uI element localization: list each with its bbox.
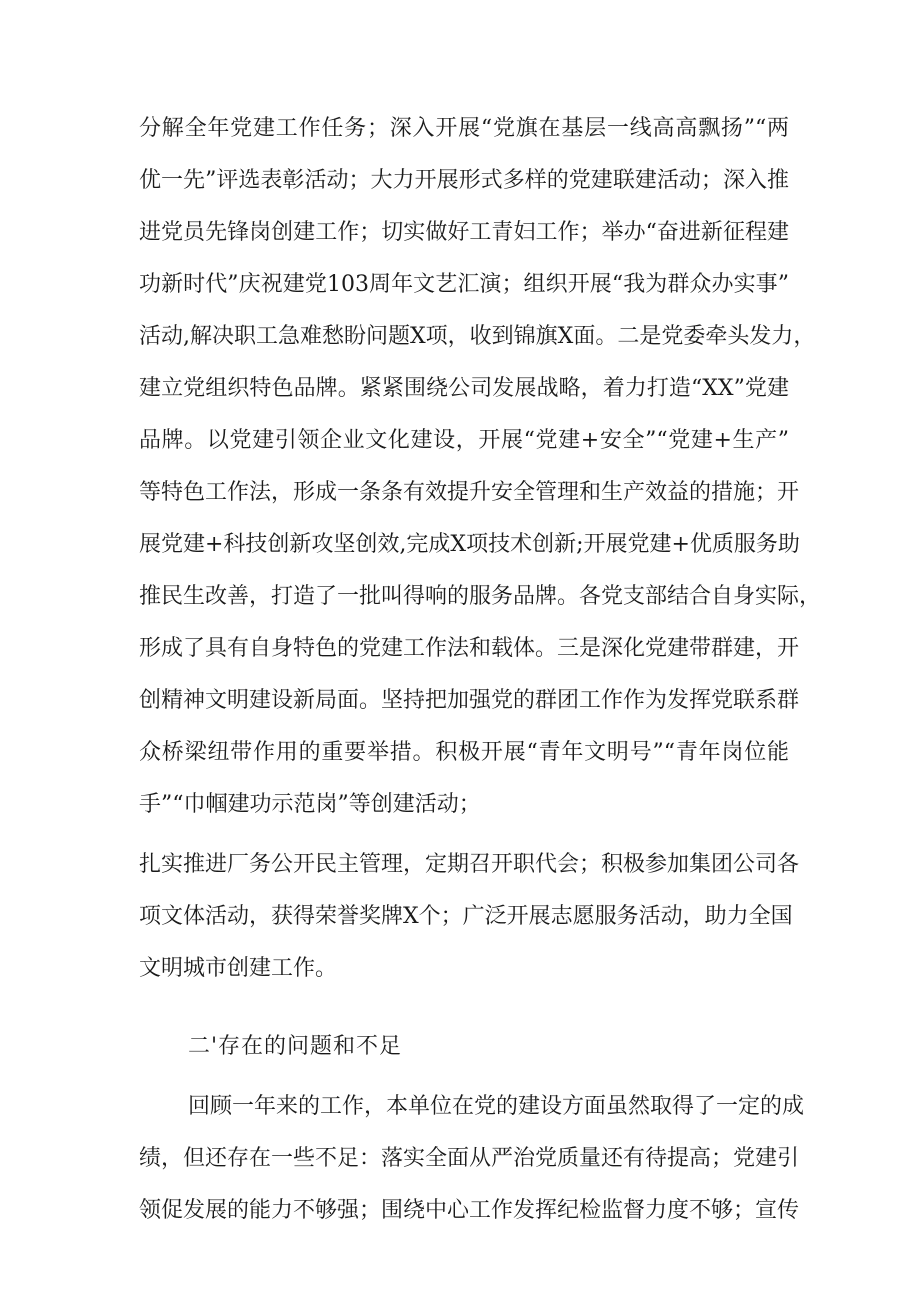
text-line: 优一先”评选表彰活动；大力开展形式多样的党建联建活动；深入推 [139,168,789,193]
text-line: 推民生改善，打造了一批叫得响的服务品牌。各党支部结合自身实际， [139,584,822,609]
text-line: 进党员先锋岗创建工作；切实做好工青妇工作；举办“奋进新征程建 [139,220,789,245]
text-line: 活动,解决职工急难愁盼问题X项，收到锦旗X面。二是党委牵头发力， [139,324,816,349]
text-line: 项文体活动，获得荣誉奖牌X个；广泛开展志愿服务活动，助力全国 [139,904,793,929]
text-line: 领促发展的能力不够强；围绕中心工作发挥纪检监督力度不够；宣传 [139,1198,800,1223]
text-line: 品牌。以党建引领企业文化建设，开展“党建+安全”“党建+生产” [139,428,789,453]
text-line: 手”“巾帼建功示范岗”等创建活动； [139,792,481,817]
text-line: 功新时代”庆祝建党103周年文艺汇演；组织开展“我为群众办实事” [139,272,789,297]
text-line: 等特色工作法，形成一条条有效提升安全管理和生产效益的措施；开 [139,480,800,505]
text-line: 建立党组织特色品牌。紧紧围绕公司发展战略，着力打造“XX”党建 [139,376,789,401]
text-line: 形成了具有自身特色的党建工作法和载体。三是深化党建带群建，开 [139,636,800,661]
text-line: 回顾一年来的工作，本单位在党的建设方面虽然取得了一定的成 [188,1094,805,1119]
text-line: 文明城市创建工作。 [139,956,338,981]
text-line: 分解全年党建工作任务；深入开展“党旗在基层一线高高飘扬”“两 [139,116,789,141]
text-line: 扎实推进厂务公开民主管理，定期召开职代会；积极参加集团公司各 [139,852,800,877]
text-line: 众桥梁纽带作用的重要举措。积极开展“青年文明号”“青年岗位能 [139,740,789,765]
text-line: 绩，但还存在一些不足：落实全面从严治党质量还有待提高；党建引 [139,1146,800,1171]
text-line: 创精神文明建设新局面。坚持把加强党的群团工作作为发挥党联系群 [139,688,800,713]
text-line: 展党建+科技创新攻坚创效,完成X项技术创新;开展党建+优质服务助 [139,532,800,557]
section-heading: 二'存在的问题和不足 [188,1034,403,1059]
